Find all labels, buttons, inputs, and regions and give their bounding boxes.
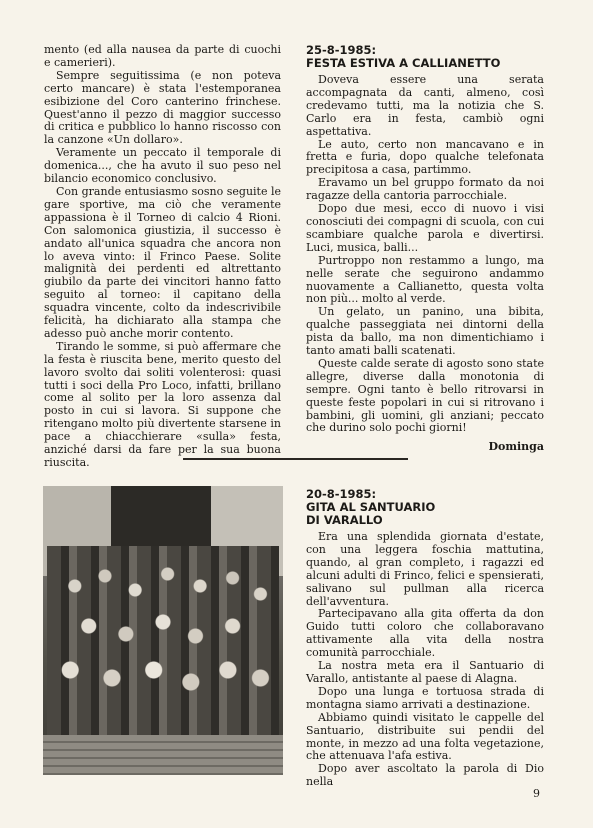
article-title: FESTA ESTIVA A CALLIANETTO <box>306 56 501 70</box>
article-title-line1: GITA AL SANTUARIO <box>306 500 436 514</box>
paragraph: Con grande entusiasmo sosno seguite le gare sportive, ma ciò che veramente appassiona è il Torneo di calcio 4 Rioni. Con salomonica giustizia, il successo è andato all'unica squadra che ancora non lo aveva vinto: il Frinco Paese. Solite malignità dei perdenti ed altrettanto giubilo da parte dei vincitori hanno fatto seguito al torneo: il capitano della squadra vincente, colto da indescrivibile felicità, ha dichiarato alla stampa che adesso può anche morir contento. <box>44 184 281 340</box>
paragraph: Le auto, certo non mancavano e in fretta e furia, dopo qualche telefonata precipitosa a casa, partimmo. <box>306 137 544 177</box>
paragraph: Dopo una lunga e tortuosa strada di montagna siamo arrivati a destinazione. <box>306 684 544 711</box>
left-column <box>44 44 281 470</box>
photo-group-of-people <box>47 546 279 746</box>
page-number: 9 <box>533 787 540 800</box>
section-divider <box>183 458 408 460</box>
article-date: 20-8-1985: <box>306 487 377 501</box>
author-signature: Dominga <box>488 440 544 454</box>
paragraph: Doveva essere una serata accompagnata da canti, almeno, così credevamo tutti, ma la notizia che S. Carlo era in festa, cambiò ogni aspettativa. <box>306 73 544 138</box>
article-title-line2: DI VARALLO <box>306 513 383 527</box>
article-heading <box>306 488 544 527</box>
paragraph: Abbiamo quindi visitato le cappelle del Santuario, distribuite sui pendii del monte, in mezzo ad una folta vegetazione, che attenuava l'afa estiva. <box>306 710 544 763</box>
photo-steps <box>43 735 283 775</box>
paragraph: Queste calde serate di agosto sono state allegre, diverse dalla monotonia di sempre. Ogni tanto è bello ritrovarsi in queste feste popolari in cui si ritrovano i bambini, gli uomini, gli anziani; peccato che durino solo pochi giorni! <box>306 356 544 435</box>
paragraph: Dopo due mesi, ecco di nuovo i visi conosciuti dei compagni di scuola, con cui scambiare qualche parola e divertirsi. Luci, musica, balli... <box>306 202 544 254</box>
paragraph: Tirando le somme, si può affermare che la festa è riuscita bene, merito questo del lavoro svolto dai soliti volenterosi: quasi tutti i soci della Pro Loco, infatti, brillano come al solito per la loro assenza dal posto in cui si lavora. Si suppone che ritengano molto più divertente starsene in pace a chiacchierare «sulla» festa, anziché darsi da fare per la sua buona riuscita. <box>44 339 281 469</box>
paragraph: La nostra meta era il Santuario di Varallo, antistante al paese di Alagna. <box>306 659 544 685</box>
article-heading <box>306 44 544 70</box>
paragraph: mento (ed alla nausea da parte di cuochi e camerieri). <box>44 43 281 69</box>
paragraph: Partecipavano alla gita offerta da don Guido tutti coloro che collaboravano attivamente alla vita della nostra comunità parrocchiale. <box>306 607 544 660</box>
paragraph: Sempre seguitissima (e non poteva certo mancare) è stata l'estemporanea esibizione del Coro canterino frinchese. Quest'anno il pezzo di maggior successo di critica e pubblico lo hanno riscosso con la canzone «Un dollaro». <box>44 68 281 147</box>
paragraph: Veramente un peccato il temporale di domenica..., che ha avuto il suo peso nel bilancio economico conclusivo. <box>44 146 281 186</box>
paragraph: Era una splendida giornata d'estate, con una leggera foschia mattutina, quando, al gran completo, i ragazzi ed alcuni adulti di Frinco, felici e spensierati, salivano sul pullman alla ricerca dell'avventura. <box>306 530 544 608</box>
paragraph: Un gelato, un panino, una bibita, qualche passeggiata nei dintorni della pista da ballo, ma non dimentichiamo i tanto amati balli scatenati. <box>306 305 544 358</box>
article-gita-varallo <box>306 488 544 789</box>
article-date: 25-8-1985: <box>306 43 377 57</box>
paragraph: Eravamo un bel gruppo formato da noi ragazze della cantoria parrocchiale. <box>306 176 544 203</box>
group-photo <box>43 486 283 775</box>
paragraph: Purtroppo non restammo a lungo, ma nelle serate che seguirono andammo nuovamente a Callianetto, questa volta non più... molto al verde. <box>306 253 544 306</box>
article-festa-estiva <box>306 44 544 454</box>
paragraph: Dopo aver ascoltato la parola di Dio nella <box>306 762 544 789</box>
